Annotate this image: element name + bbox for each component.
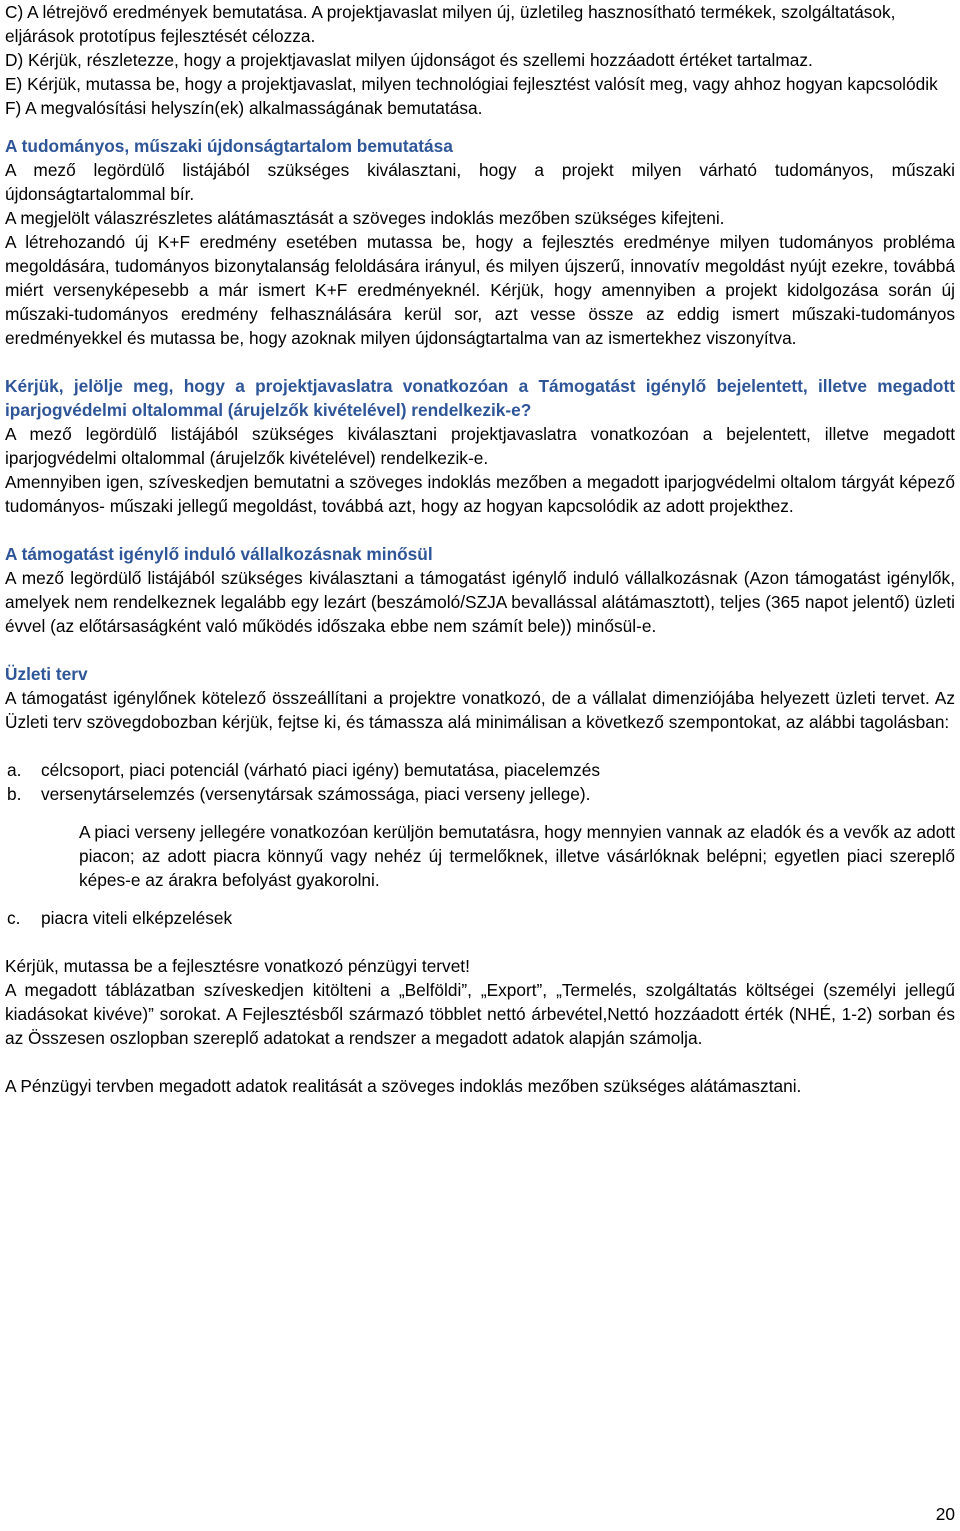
uzleti-p4: A Pénzügyi tervben megadott adatok realitását a szöveges indoklás mezőben szükséges alátámasztani.: [5, 1076, 802, 1096]
iparjog-p1: A mező legördülő listájából szükséges kiválasztani projektjavaslatra vonatkozóan a bejelentett, illetve megadott iparjogvédelmi oltalommal (árujelzők kivételével) rendelkezik-e.: [5, 424, 955, 468]
document-page: [5, 0, 955, 1098]
uzleti-p1: A támogatást igénylőnek kötelező összeállítani a projektre vonatkozó, de a vállalat dimenziójába helyezett üzleti tervet. Az Üzleti terv szövegdobozban kérjük, fejtse ki, és támassza alá minimálisan a következő szempontokat, az alábbi tagolásban:: [5, 688, 955, 732]
heading-indulo: A támogatást igénylő induló vállalkozásnak minősül: [5, 544, 433, 564]
item-e: E) Kérjük, mutassa be, hogy a projektjavaslat, milyen technológiai fejlesztést valósít meg, vagy ahhoz hogyan kapcsolódik: [5, 74, 938, 94]
tudomanyos-p1: A mező legördülő listájából szükséges kiválasztani, hogy a projekt milyen várható tudományos, műszaki újdonságtartalommal bír.: [5, 160, 955, 204]
list-item-text: versenytárselemzés (versenytársak számossága, piaci verseny jellege).: [41, 784, 591, 804]
list-marker: a.: [7, 760, 22, 780]
tudomanyos-p2: A megjelölt válaszrészletes alátámasztását a szöveges indoklás mezőben szükséges kifejteni.: [5, 208, 725, 228]
item-c: C) A létrejövő eredmények bemutatása. A projektjavaslat milyen új, üzletileg hasznosítható termékek, szolgáltatások, eljárások prototípus fejlesztését célozza.: [5, 2, 896, 46]
heading-iparjog: Kérjük, jelölje meg, hogy a projektjavaslatra vonatkozóan a Támogatást igénylő bejelentett, illetve megadott iparjogvédelmi oltalommal (árujelzők kivételével) rendelkezik-e?: [5, 376, 955, 420]
item-d: D) Kérjük, részletezze, hogy a projektjavaslat milyen újdonságot és szellemi hozzáadott értéket tartalmaz.: [5, 50, 813, 70]
list-item: [5, 758, 955, 782]
tudomanyos-p3: A létrehozandó új K+F eredmény esetében mutassa be, hogy a fejlesztés eredménye milyen tudományos probléma megoldására, tudományos bizonytalanság feloldására irányul, és milyen újszerű, innovatív megoldást nyújt ezekre, továbbá miért versenyképesebb a már ismert K+F eredményeknél. Kérjük, hogy amennyiben a projekt kidolgozása során új műszaki-tudományos eredmény felhasználására kerül sor, azt vesse össze az eddig ismert műszaki-tudományos eredményekkel és mutassa be, hogy azoknak milyen újdonságtartalma van az ismertekhez viszonyítva.: [5, 232, 955, 348]
uzleti-p3: A megadott táblázatban szíveskedjen kitölteni a „Belföldi”, „Export”, „Termelés, szolgáltatás költségei (személyi jellegű kiadásokat kivéve)” sorokat. A Fejlesztésből származó többlet nettó árbevétel,Nettó hozzáadott érték (NHÉ, 1-2) sorban és az Összesen oszlopban szereplő adatokat a rendszer a megadott adatok alapján számolja.: [5, 980, 955, 1048]
page-number: 20: [935, 1504, 955, 1524]
list-item-text: célcsoport, piaci potenciál (várható piaci igény) bemutatása, piacelemzés: [41, 760, 601, 780]
criteria-list-continued: [5, 906, 955, 930]
list-item: [5, 906, 955, 930]
list-marker: b.: [7, 784, 22, 804]
list-marker: c.: [7, 908, 21, 928]
indulo-p1: A mező legördülő listájából szükséges kiválasztani a támogatást igénylő induló vállalkozásnak (Azon támogatást igénylők, amelyek nem rendelkeznek legalább egy lezárt (beszámoló/SZJA bevallással alátámasztott), teljes (365 napot jelentő) üzleti évvel (az előtársaságként való működés időszaka ebbe nem számít bele)) minősül-e.: [5, 568, 955, 636]
list-item: [5, 782, 955, 806]
list-item-text: piacra viteli elképzelések: [41, 908, 233, 928]
heading-tudomanyos: A tudományos, műszaki újdonságtartalom bemutatása: [5, 136, 453, 156]
criteria-list: [5, 758, 955, 806]
competition-subparagraph: A piaci verseny jellegére vonatkozóan kerüljön bemutatásra, hogy mennyien vannak az eladók és a vevők az adott piacon; az adott piacra könnyű vagy nehéz új termelőknek, illetve vásárlóknak belépni; egyetlen piaci szereplő képes-e az árakra befolyást gyakorolni.: [79, 822, 955, 890]
iparjog-p2: Amennyiben igen, szíveskedjen bemutatni a szöveges indoklás mezőben a megadott iparjogvédelmi oltalom tárgyát képező tudományos- műszaki jellegű megoldást, továbbá azt, hogy az hogyan kapcsolódik az adott projekthez.: [5, 472, 955, 516]
uzleti-p2: Kérjük, mutassa be a fejlesztésre vonatkozó pénzügyi tervet!: [5, 956, 470, 976]
heading-uzleti-terv: Üzleti terv: [5, 664, 88, 684]
item-f: F) A megvalósítási helyszín(ek) alkalmasságának bemutatása.: [5, 98, 483, 118]
